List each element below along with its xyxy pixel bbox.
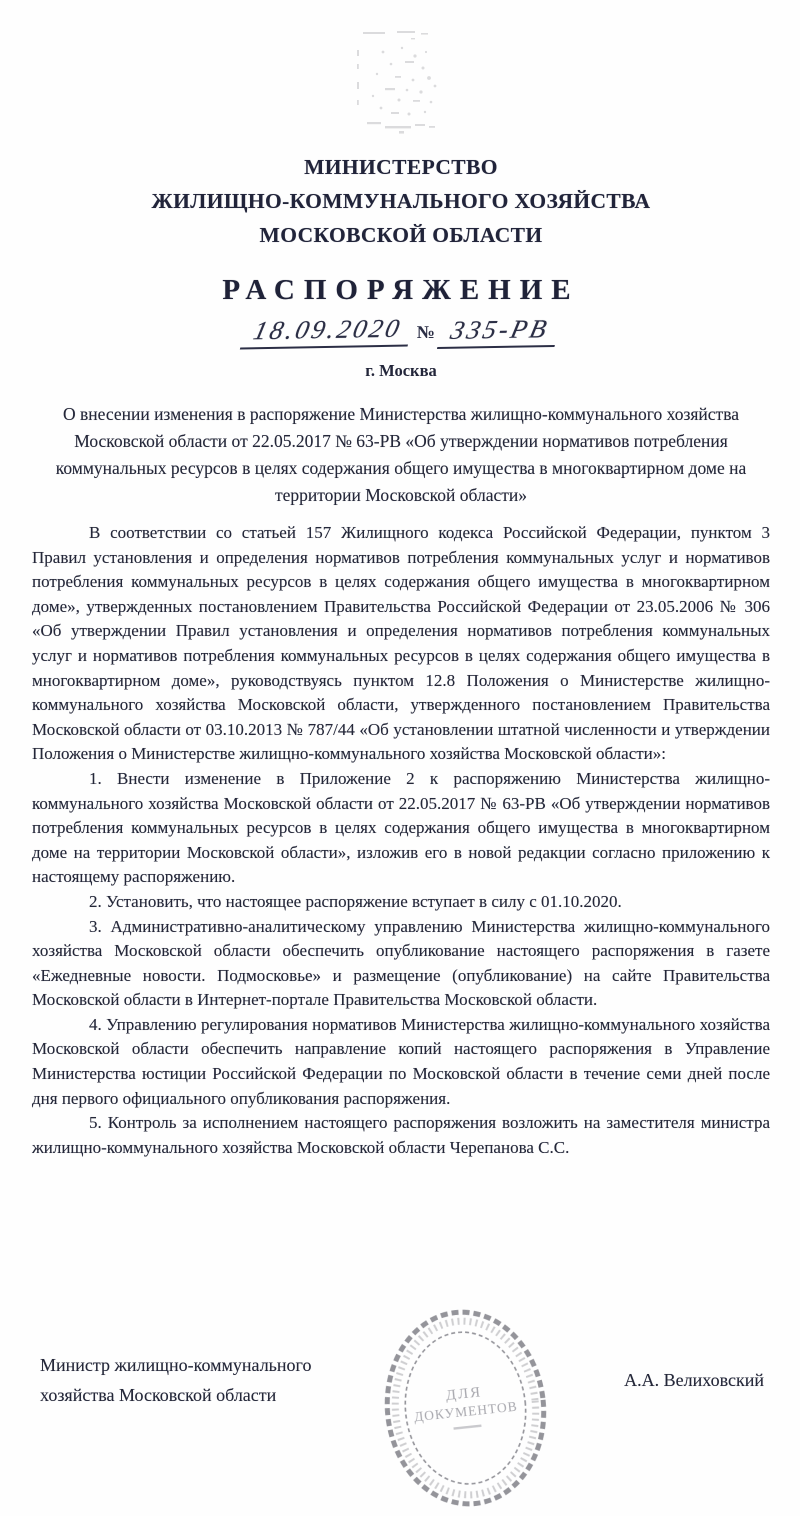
- ministry-name-line: ЖИЛИЩНО-КОММУНАЛЬНОГО ХОЗЯЙСТВА: [151, 189, 651, 213]
- signatory-name: А.А. Велиховский: [624, 1370, 764, 1390]
- body-paragraph-item-1: 1. Внести изменение в Приложение 2 к распоряжению Министерства жилищно-коммунального хозяйства Московской области от 22.05.2017 № 63-РВ «Об утверждении нормативов потребления коммунальных ресурсов в целях содержания общего имущества в многоквартирном доме на территории Московской области», изложив его в новой редакции согласно приложению к настоящему распоряжению.: [32, 768, 770, 887]
- document-type-title: РАСПОРЯЖЕНИЕ: [222, 274, 580, 306]
- for-documents-stamp: [367, 1297, 564, 1516]
- ministry-name-line: МИНИСТЕРСТВО: [304, 155, 498, 179]
- body-paragraph-item-5: 5. Контроль за исполнением настоящего распоряжения возложить на заместителя министра жилищно-коммунального хозяйства Московской области Черепанова С.С.: [32, 1113, 770, 1157]
- ministry-name-line: МОСКОВСКОЙ ОБЛАСТИ: [259, 223, 543, 247]
- body-paragraph-item-2: 2. Установить, что настоящее распоряжение вступает в силу с 01.10.2020.: [89, 891, 622, 911]
- number-sign: №: [416, 322, 435, 342]
- date-number-line: [32, 315, 770, 359]
- subject-paragraph: О внесении изменения в распоряжение Министерства жилищно-коммунального хозяйства Московской области от 22.05.2017 № 63-РВ «Об утверждении нормативов потребления коммунальных ресурсов в целях содержания общего имущества в многоквартирном доме на территории Московской области»: [55, 404, 747, 505]
- signatory-position-line: Министр жилищно-коммунального: [40, 1355, 312, 1375]
- body-paragraph-item-4: 4. Управлению регулирования нормативов Министерства жилищно-коммунального хозяйства Московской области обеспечить направление копий настоящего распоряжения в Управление Министерства юстиции Российской Федерации по Московской области в течение семи дней после дня первого официального опубликования распоряжения.: [32, 1014, 770, 1108]
- body-text: [32, 521, 770, 1160]
- signature-block: [32, 1328, 770, 1513]
- ministry-name: [32, 150, 770, 252]
- stamp-center-text-line2: ДОКУМЕНТОВ: [413, 1398, 519, 1425]
- handwritten-number: 335-РВ: [437, 314, 563, 349]
- signatory-position-line: хозяйства Московской области: [40, 1385, 277, 1405]
- body-paragraph-intro: В соответствии со статьей 157 Жилищного кодекса Российской Федерации, пунктом 3 Правил установления и определения нормативов потребления коммунальных услуг и нормативов потребления коммунальных ресурсов в целях содержания общего имущества в многоквартирном доме», утвержденных постановлением Правительства Российской Федерации от 23.05.2006 № 306 «Об утверждении Правил установления и определения нормативов потребления коммунальных услуг и нормативов потребления коммунальных ресурсов в целях содержания общего имущества в многоквартирном доме», руководствуясь пунктом 12.8 Положения о Министерстве жилищно-коммунального хозяйства Московской области, утвержденного постановлением Правительства Московской области от 03.10.2013 № 787/44 «Об установлении штатной численности и утверждении Положения о Министерстве жилищно-коммунального хозяйства Московской области»:: [32, 523, 770, 764]
- coat-of-arms-emblem: [355, 30, 447, 136]
- body-paragraph-item-3: 3. Административно-аналитическому управлению Министерства жилищно-коммунального хозяйства Московской области обеспечить опубликование настоящего распоряжения в газете «Ежедневные новости. Подмосковье» и размещение (опубликование) на сайте Правительства Московской области в Интернет-портале Правительства Московской области.: [32, 916, 770, 1010]
- city-line: г. Москва: [365, 361, 437, 380]
- stamp-center-text-line1: ДЛЯ: [445, 1384, 483, 1404]
- signatory-position: [40, 1350, 311, 1410]
- handwritten-date: 18.09.2020: [240, 314, 415, 350]
